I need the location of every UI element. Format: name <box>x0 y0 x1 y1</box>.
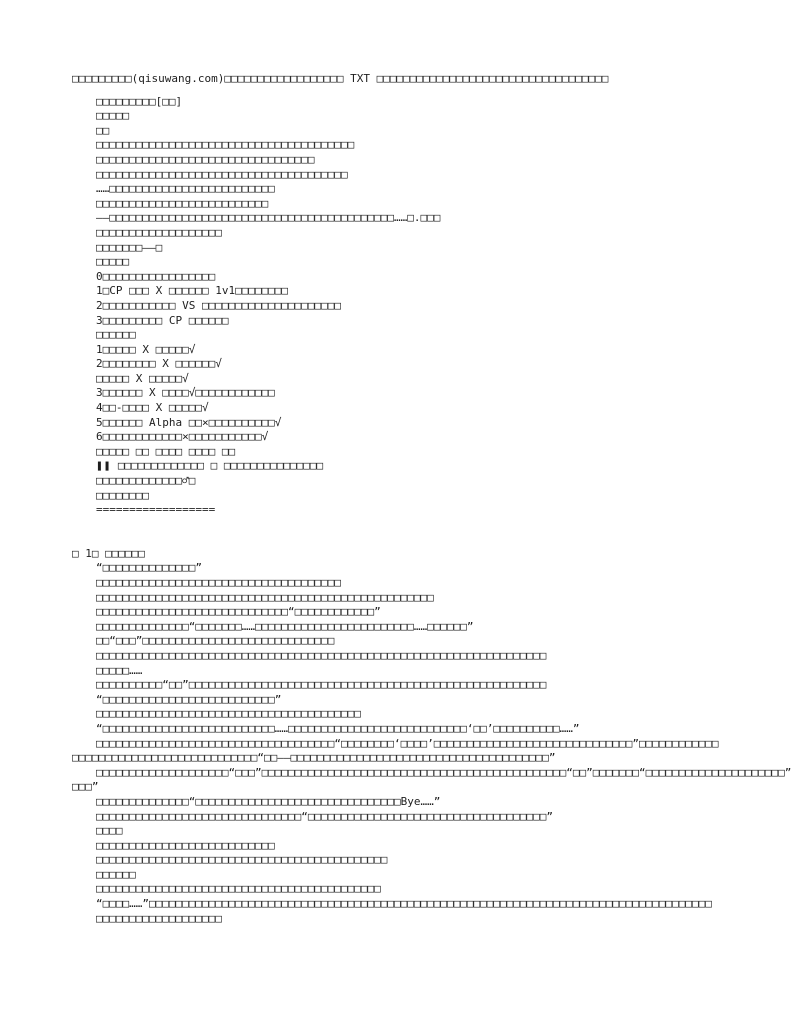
chapter-line: □□□□□□□□□□□□□□“□□□□□□□□□□□□□□□□□□□□□□□□□□□□□□□Bye……” <box>96 794 441 808</box>
intro-line: □□□□□ <box>96 255 130 269</box>
intro-line: □□□□□ □□ □□□□ □□□□ □□ <box>96 444 236 458</box>
chapter-line: □□□□□□□□□□□□□□□□□□□□□□□□□□□□“□□——□□□□□□□□□□□□□□□□□□□□□□□□□□□□□□□□□□□□□□□” <box>72 751 556 765</box>
intro-line: □□□□□□□□□□□□□□□□□□□□□□□□□□□□□□□□□□□□□□□ <box>96 138 355 152</box>
intro-line: □□ <box>96 123 110 137</box>
chapter-line: □□□□□□□□□□□□□□□□□□□□□□□□□□□□□□□□□□□□□□□□ <box>96 707 361 721</box>
chapter-line: □□□□□□□□□□□□□□□□□□□□□□□□□□□ <box>96 838 275 852</box>
intro-line: □□□□□□□□□□□□□□□□□□□ <box>96 225 222 239</box>
chapter-line: “□□□□□□□□□□□□□□□□□□□□□□□□□□” <box>96 692 282 706</box>
chapter-line: □□□” <box>72 780 99 794</box>
chapter-title: □ 1□ □□□□□□ <box>72 546 145 560</box>
chapter-line: □□□□□□□□□□□□□□□□□□□□□□□□□□□□□□□□□□□□“□□□□□□□□‘□□□□’□□□□□□□□□□□□□□□□□□□□□□□□□□□□□□”□□□□□□□□□□□□ <box>96 736 719 750</box>
intro-line: 6□□□□□□□□□□□□×□□□□□□□□□□□√ <box>96 430 269 444</box>
intro-line: □□□□□ <box>96 109 130 123</box>
chapter-line: □□□□□□□□□□□□□□“□□□□□□□……□□□□□□□□□□□□□□□□□□□□□□□□……□□□□□□” <box>96 619 474 633</box>
chapter-line: □□□□□□□□□□□□□□□□□□□□□□□□□□□□□□□□□□□□□ <box>96 576 342 589</box>
intro-line: □□□□□□□□□□□□□□□□□□□□□□□□□□□□□□□□□□□□□□ <box>96 167 348 181</box>
intro-line: □□□□□□□——□ <box>96 240 163 254</box>
chapter-line: □□□□□□ <box>96 867 136 881</box>
chapter-line: □□□□ <box>96 824 123 838</box>
intro-line: 2□□□□□□□□□□□ VS □□□□□□□□□□□□□□□□□□□□□ <box>96 298 342 312</box>
intro-block <box>72 95 712 518</box>
intro-line: □□□□□ X □□□□□√ <box>96 371 189 385</box>
chapter-line: □□□□□□□□□□□□□□□□□□□□□□□□□□□□□□□“□□□□□□□□□□□□□□□□□□□□□□□□□□□□□□□□□□□□” <box>96 809 553 823</box>
chapter-line: □□“□□□”□□□□□□□□□□□□□□□□□□□□□□□□□□□□□ <box>96 634 335 648</box>
intro-line: □□□□□□□□□□□□□□□□□□□□□□□□□□□□□□□□□ <box>96 152 315 166</box>
chapter-line: “□□□□……”□□□□□□□□□□□□□□□□□□□□□□□□□□□□□□□□□□□□□□□□□□□□□□□□□□□□□□□□□□□□□□□□□□□□□□□□□□□□□□□□□□□□□ <box>96 897 712 911</box>
document-page <box>72 72 791 926</box>
spacer <box>72 518 712 547</box>
chapter-line: □□□□□□□□□□“□□”□□□□□□□□□□□□□□□□□□□□□□□□□□□□□□□□□□□□□□□□□□□□□□□□□□□□□□ <box>96 678 547 692</box>
chapter-line: □□□□□□□□□□□□□□□□□□□□“□□□”□□□□□□□□□□□□□□□□□□□□□□□□□□□□□□□□□□□□□□□□□□□□□□“□□”□□□□□□□“□□□□□□□□□□□□□□□□□□□□□” <box>96 765 791 779</box>
intro-line: 2□□□□□□□□ X □□□□□□√ <box>96 357 222 371</box>
pause-icon: ❚❚ <box>96 459 112 473</box>
divider-line: ================== <box>96 503 216 517</box>
chapter-line: □□□□□□□□□□□□□□□□□□□□□□□□□□□□□□□□□□□□□□□□□□□□□□□□□□□□□□□□□□□□□□□□□□□□ <box>96 648 547 662</box>
intro-line: 1□CP □□□ X □□□□□□ 1v1□□□□□□□□ <box>96 284 289 298</box>
intro-line: 1□□□□□ X □□□□□√ <box>96 342 196 356</box>
chapter-line: □□□□□□□□□□□□□□□□□□□□□□□□□□□□□□□□□□□□□□□□□□□ <box>96 882 381 896</box>
intro-line: □□□□□□□□□□□□□♂□ <box>96 474 196 488</box>
intro-line: 3□□□□□□□□□ CP □□□□□□ <box>96 313 229 327</box>
chapter-line: □□□□□□□□□□□□□□□□□□□ <box>96 911 222 925</box>
chapter-line: □□□□□…… <box>96 663 143 677</box>
intro-line: 5□□□□□□ Alpha □□×□□□□□□□□□□√ <box>96 415 282 429</box>
chapter-line: □□□□□□□□□□□□□□□□□□□□□□□□□□□□□□□□□□□□□□□□□□□□ <box>96 853 388 867</box>
intro-line: □□□□□□□□□[□□] <box>96 94 183 108</box>
header-line: □□□□□□□□□(qisuwang.com)□□□□□□□□□□□□□□□□□□ TXT □□□□□□□□□□□□□□□□□□□□□□□□□□□□□□□□□□□ <box>72 72 609 85</box>
intro-line: □□□□□□□□ <box>96 488 149 502</box>
intro-line: 0□□□□□□□□□□□□□□□□□ <box>96 269 216 283</box>
intro-line-pause <box>72 459 712 474</box>
intro-line: 4□□-□□□□ X □□□□□√ <box>96 401 209 415</box>
intro-line: ——□□□□□□□□□□□□□□□□□□□□□□□□□□□□□□□□□□□□□□□□□□□……□.□□□ <box>96 211 441 225</box>
chapter-body <box>72 561 791 926</box>
intro-line: 3□□□□□□ X □□□□√□□□□□□□□□□□□ <box>96 386 275 400</box>
intro-line: □□□□□□ <box>96 328 136 342</box>
intro-line-text: □□□□□□□□□□□□□ □ □□□□□□□□□□□□□□□ <box>117 459 324 473</box>
chapter-line: “□□□□□□□□□□□□□□” <box>96 561 202 575</box>
chapter-line: □□□□□□□□□□□□□□□□□□□□□□□□□□□□□□□□□□□□□□□□□□□□□□□□□□□ <box>96 590 434 604</box>
intro-line: □□□□□□□□□□□□□□□□□□□□□□□□□□ <box>96 196 269 210</box>
intro-line: ……□□□□□□□□□□□□□□□□□□□□□□□□□ <box>96 182 275 196</box>
chapter-line: “□□□□□□□□□□□□□□□□□□□□□□□□□□……□□□□□□□□□□□□□□□□□□□□□□□□□□□‘□□’□□□□□□□□□□……” <box>96 721 580 735</box>
chapter-line: □□□□□□□□□□□□□□□□□□□□□□□□□□□□□“□□□□□□□□□□□□” <box>96 605 381 619</box>
